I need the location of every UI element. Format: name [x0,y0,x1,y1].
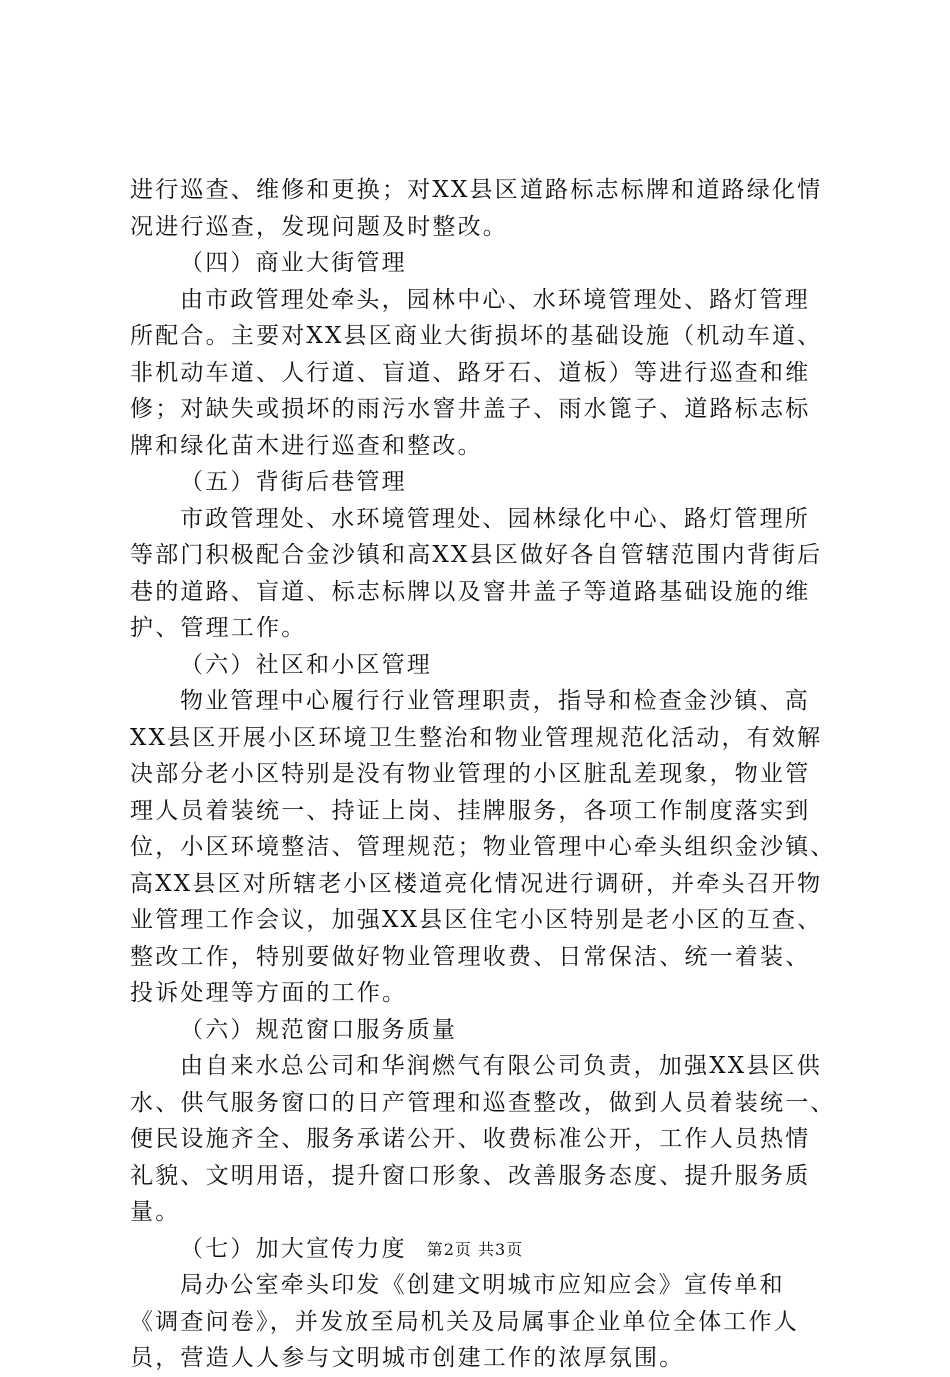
text-line: 牌和绿化苗木进行巡查和整改。 [130,432,483,459]
text-line: 修；对缺失或损坏的雨污水窨井盖子、雨水篦子、道路标志标 [130,396,811,422]
text-line: 位，小区环境整洁、管理规范；物业管理中心牵头组织金沙镇、 [130,834,836,860]
text-line: 进行巡查、维修和更换；对XX县区道路标志标牌和道路绿化情 [130,177,823,203]
text-line: 巷的道路、盲道、标志标牌以及窨井盖子等道路基础设施的维 [130,578,811,605]
text-line: XX县区开展小区环境卫生整治和物业管理规范化活动，有效解 [130,724,823,751]
text-line: 市政管理处、水环境管理处、园林绿化中心、路灯管理所 [180,505,810,532]
text-line: 量。 [130,1199,181,1225]
text-line: 《调查问卷》，并发放至局机关及局属事企业单位全体工作人 [130,1308,799,1335]
text-line: 业管理工作会议，加强XX县区住宅小区特别是老小区的互查、 [130,907,823,933]
document-body [130,172,836,1377]
text-line: 物业管理中心履行行业管理职责，指导和检查金沙镇、高 [180,688,810,714]
text-line: 礼貌、文明用语，提升窗口形象、改善服务态度、提升服务质 [130,1162,811,1189]
text-line: （四）商业大街管理 [180,250,407,276]
text-line: （七）加大宣传力度 [180,1235,407,1262]
text-line: 水、供气服务窗口的日产管理和巡查整改，做到人员着装统一、 [130,1089,836,1116]
text-line: 理人员着装统一、持证上岗、挂牌服务，各项工作制度落实到 [130,797,811,824]
text-line: 局办公室牵头印发《创建文明城市应知应会》宣传单和 [180,1272,785,1298]
text-line: 高XX县区对所辖老小区楼道亮化情况进行调研，并牵头召开物 [130,870,823,897]
text-line: 整改工作，特别要做好物业管理收费、日常保洁、统一着装、 [130,943,811,970]
text-line: 员，营造人人参与文明城市创建工作的浓厚氛围。 [130,1345,685,1371]
text-line: 便民设施齐全、服务承诺公开、收费标准公开，工作人员热情 [130,1126,811,1152]
text-line: 由市政管理处牵头，园林中心、水环境管理处、路灯管理 [180,286,810,313]
text-line: 况进行巡查，发现问题及时整改。 [130,213,508,240]
text-line: （六）社区和小区管理 [180,651,432,678]
text-line: （六）规范窗口服务质量 [180,1016,458,1043]
text-line: 等部门积极配合金沙镇和高XX县区做好各自管辖范围内背街后 [130,542,823,568]
text-line: 决部分老小区特别是没有物业管理的小区脏乱差现象，物业管 [130,761,811,787]
page-footer: 第2页 共3页 [426,1240,524,1259]
text-line: 所配合。主要对XX县区商业大街损坏的基础设施（机动车道、 [130,323,823,349]
text-line: 护、管理工作。 [130,615,307,641]
text-line: 投诉处理等方面的工作。 [130,980,408,1006]
text-line: （五）背街后巷管理 [180,469,407,495]
text-line: 由自来水总公司和华润燃气有限公司负责，加强XX县区供 [180,1053,822,1079]
text-line: 非机动车道、人行道、盲道、路牙石、道板）等进行巡查和维 [130,359,811,386]
